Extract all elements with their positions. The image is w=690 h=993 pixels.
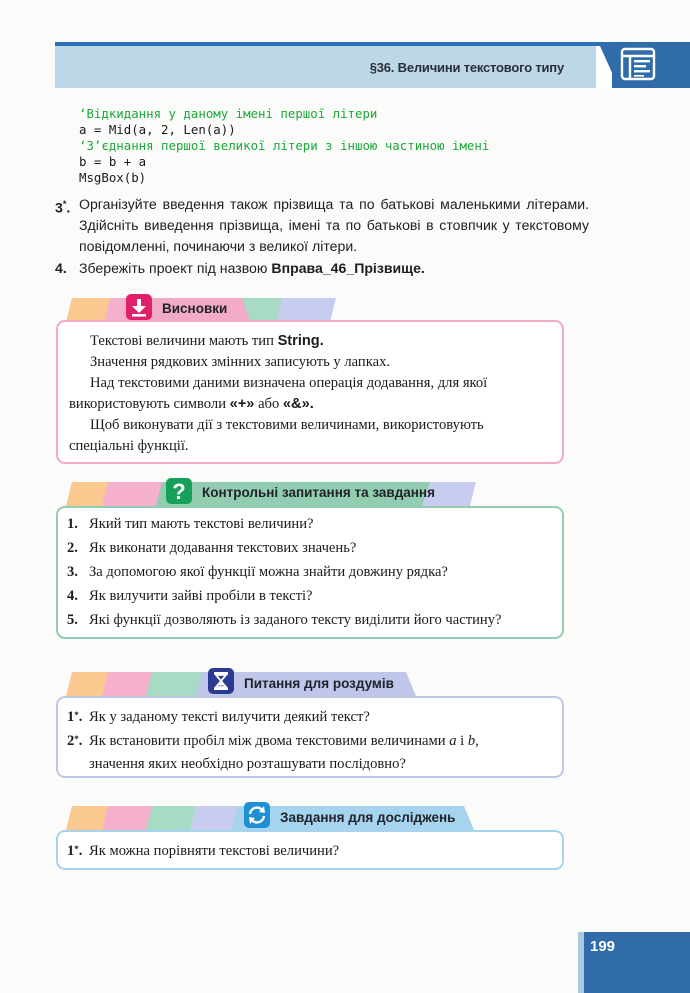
page-number: 199 — [590, 938, 616, 955]
question-mark-icon — [166, 478, 192, 504]
chapter-title: §36. Величини текстового типу — [369, 60, 564, 75]
reflection-title: Питання для роздумів — [244, 676, 394, 691]
conclusions-title: Висновки — [162, 301, 228, 316]
conclusion-paragraph: Щоб виконувати дії з текстовими величинами, використовують — [90, 417, 484, 433]
project-name: Вправа_46_Прізвище. — [271, 260, 425, 276]
svg-text:?: ? — [172, 479, 186, 504]
program-window-icon — [620, 47, 656, 81]
task-text: Збережіть проект під назвою Вправа_46_Прізвище. — [79, 260, 425, 276]
code-listing — [79, 106, 489, 186]
task-number: 3*. — [55, 199, 71, 216]
code-comment: ‘З’єднання першої великої літери з іншою частиною імені — [79, 138, 490, 153]
conclusion-paragraph: Значення рядкових змінних записують у лапках. — [90, 354, 391, 370]
conclusion-paragraph: спеціальні функції. — [69, 438, 189, 454]
header-icon-box — [612, 42, 690, 88]
download-icon — [126, 294, 152, 320]
code-comment: ‘Відкидання у даному імені першої літери — [79, 106, 378, 121]
code-statement: b = b + a — [79, 154, 147, 169]
research-title: Завдання для досліджень — [280, 810, 456, 825]
page-number-stripe — [578, 932, 584, 993]
task-number: 4. — [55, 260, 67, 276]
hourglass-icon — [208, 668, 234, 694]
code-statement: MsgBox(b) — [79, 170, 147, 185]
conclusion-paragraph: використовують символи «+» або «&». — [69, 396, 314, 412]
code-statement: a = Mid(a, 2, Len(a)) — [79, 122, 236, 137]
type-name: String. — [277, 333, 324, 349]
task-text: Організуйте введення також прізвища та по батькові маленькими літерами. Здійсніть виведення прізвища, імені та по батькові в стовпчик у текстовому повідомленні, починаючи з великої літери. — [79, 196, 589, 254]
control-questions-title: Контрольні запитання та завдання — [202, 485, 435, 500]
refresh-cycle-icon — [244, 802, 270, 828]
conclusion-paragraph: Текстові величини мають тип String. — [90, 333, 324, 349]
conclusion-paragraph: Над текстовими даними визначена операція додавання, для якої — [90, 375, 488, 391]
